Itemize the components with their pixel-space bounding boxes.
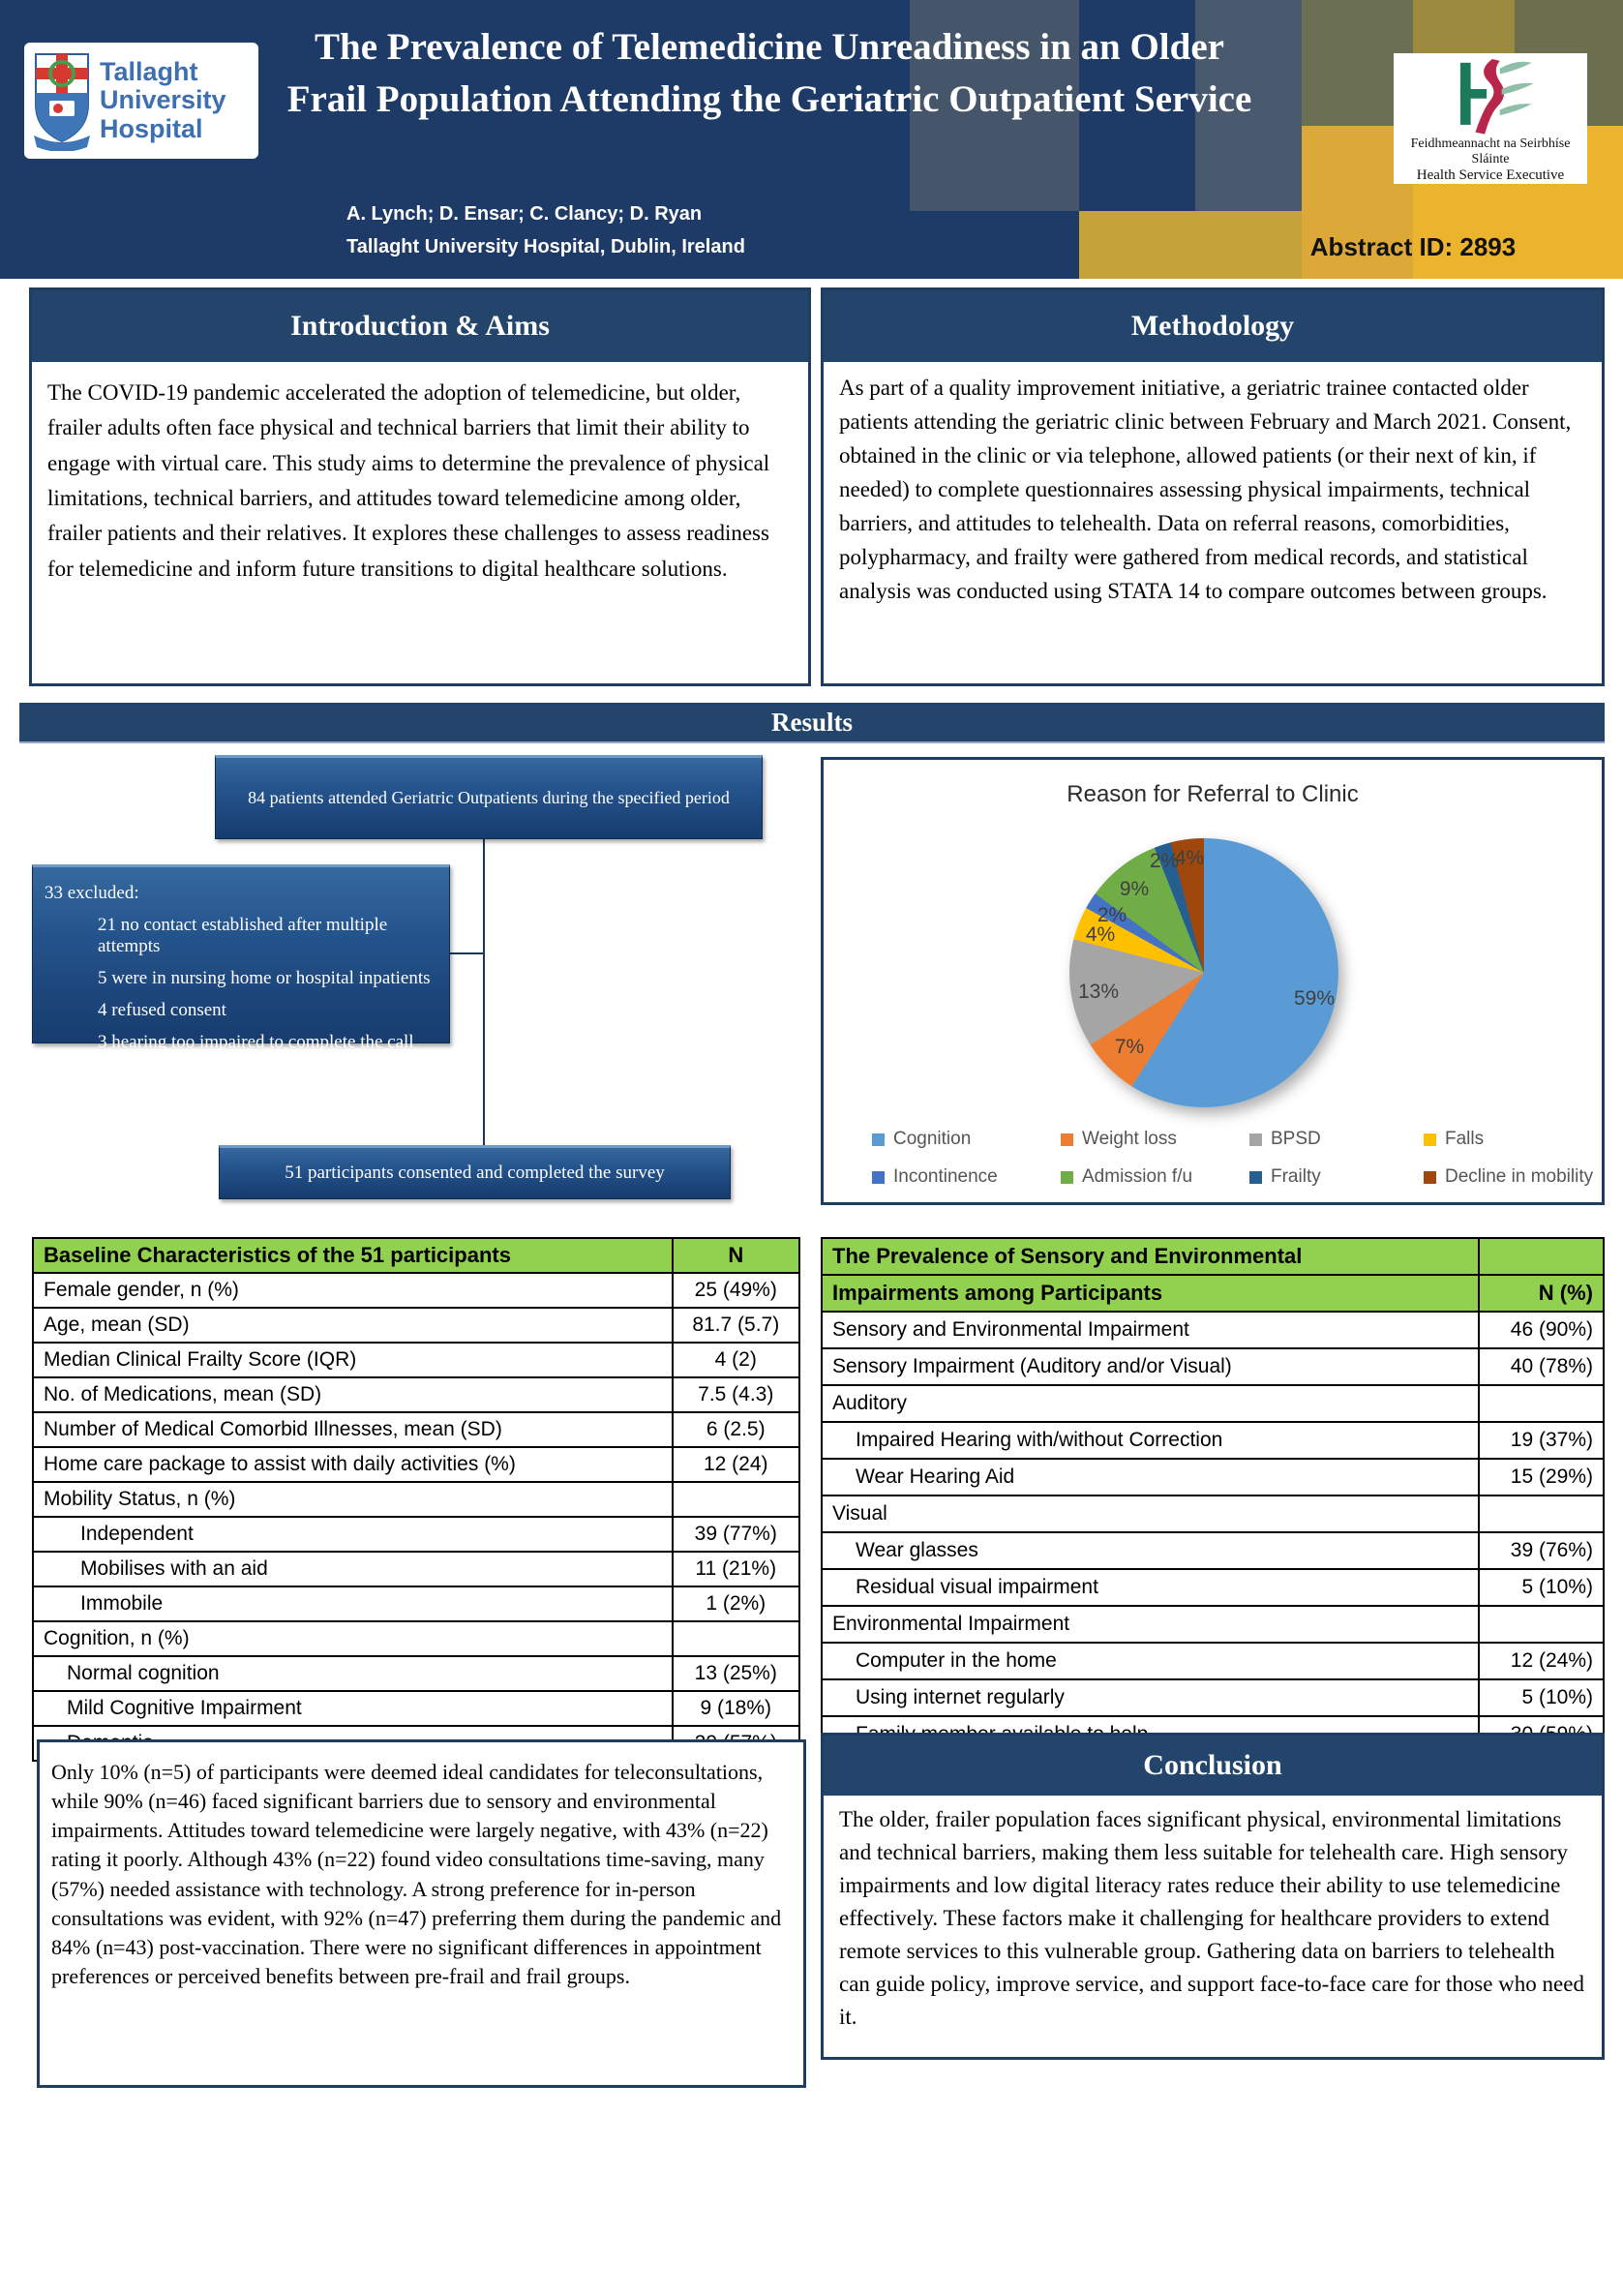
legend-swatch-icon bbox=[1249, 1171, 1262, 1184]
table-row-label: Immobile bbox=[33, 1586, 673, 1621]
table-row-label: Sensory and Environmental Impairment bbox=[822, 1312, 1479, 1348]
referral-chart-panel bbox=[821, 757, 1605, 1205]
pie-label-decline-in-mobility: 4% bbox=[1174, 847, 1205, 869]
table-row-label: Wear glasses bbox=[822, 1532, 1479, 1569]
hse-icon bbox=[1432, 57, 1548, 136]
table-row-value: 9 (18%) bbox=[673, 1691, 799, 1726]
methodology-section bbox=[821, 287, 1605, 686]
table-row-value: 5 (10%) bbox=[1479, 1679, 1604, 1716]
table-row-value: 6 (2.5) bbox=[673, 1412, 799, 1447]
table-header-row bbox=[822, 1238, 1604, 1275]
table-row-label: Impaired Hearing with/without Correction bbox=[822, 1422, 1479, 1459]
flow-excluded-items bbox=[45, 915, 443, 1053]
table-header-label: Impairments among Participants bbox=[822, 1275, 1479, 1312]
legend-label: Incontinence bbox=[893, 1166, 998, 1187]
introduction-title: Introduction & Aims bbox=[32, 290, 808, 362]
table-row-label: Auditory bbox=[822, 1385, 1479, 1422]
table-row bbox=[822, 1385, 1604, 1422]
table-row bbox=[33, 1517, 799, 1552]
legend-swatch-icon bbox=[1249, 1133, 1262, 1146]
table-row-value bbox=[1479, 1495, 1604, 1532]
legend-label: Frailty bbox=[1271, 1166, 1321, 1187]
legend-swatch-icon bbox=[1061, 1171, 1073, 1184]
table-row-value: 1 (2%) bbox=[673, 1586, 799, 1621]
table-row bbox=[822, 1679, 1604, 1716]
hse-logo bbox=[1394, 53, 1587, 184]
table-row-value: 40 (78%) bbox=[1479, 1348, 1604, 1385]
poster-header bbox=[0, 0, 1623, 279]
table-row-label: Visual bbox=[822, 1495, 1479, 1532]
table-row-value bbox=[673, 1621, 799, 1656]
tallaght-logo-line3: Hospital bbox=[100, 113, 203, 143]
table-header-value: N (%) bbox=[1479, 1275, 1604, 1312]
table-row-label: Computer in the home bbox=[822, 1643, 1479, 1679]
table-header-value bbox=[1479, 1238, 1604, 1275]
flow-connector-vertical bbox=[483, 839, 485, 1145]
table-row-label: Home care package to assist with daily activities (%) bbox=[33, 1447, 673, 1482]
table-row bbox=[33, 1412, 799, 1447]
table-row bbox=[33, 1377, 799, 1412]
pie-label-incontinence: 2% bbox=[1097, 904, 1127, 926]
table-row bbox=[33, 1343, 799, 1377]
legend-item-incontinence bbox=[872, 1166, 998, 1188]
conclusion-body: The older, frailer population faces significant physical, environmental limitations and technical barriers, making them less suitable for telehealth care. High sensory impairments and low digital literacy rates reduce their ability to use telemedicine effectively. These factors make it challenging for healthcare providers to extend remote services to this vulnerable group. Gathering data on barriers to telehealth can guide policy, improve service, and support face-to-face care for those who need it. bbox=[839, 1807, 1584, 2030]
table-row-label: Age, mean (SD) bbox=[33, 1308, 673, 1343]
table-row-value: 39 (76%) bbox=[1479, 1532, 1604, 1569]
table-header-label: The Prevalence of Sensory and Environmental bbox=[822, 1238, 1479, 1275]
table-row-value bbox=[673, 1482, 799, 1517]
tallaght-logo-text bbox=[100, 58, 226, 142]
table-row-value: 4 (2) bbox=[673, 1343, 799, 1377]
methodology-title: Methodology bbox=[824, 290, 1602, 362]
legend-item-bpsd bbox=[1249, 1129, 1321, 1150]
legend-item-cognition bbox=[872, 1129, 971, 1150]
table-header-row bbox=[33, 1238, 799, 1273]
flow-excluded-item: 5 were in nursing home or hospital inpatients bbox=[98, 968, 431, 988]
legend-swatch-icon bbox=[1424, 1133, 1436, 1146]
pie-label-frailty: 2% bbox=[1149, 850, 1180, 872]
sensory-table-panel bbox=[821, 1237, 1605, 1754]
flow-box-attended: 84 patients attended Geriatric Outpatients during the specified period bbox=[215, 755, 763, 839]
table-row-label: Number of Medical Comorbid Illnesses, mean (SD) bbox=[33, 1412, 673, 1447]
table-row-label: Cognition, n (%) bbox=[33, 1621, 673, 1656]
table-row-value: 46 (90%) bbox=[1479, 1312, 1604, 1348]
table-row bbox=[33, 1621, 799, 1656]
legend-swatch-icon bbox=[872, 1133, 885, 1146]
table-row bbox=[33, 1482, 799, 1517]
table-row-label: Residual visual impairment bbox=[822, 1569, 1479, 1606]
flow-connector-horizontal bbox=[450, 952, 485, 954]
table-row bbox=[822, 1422, 1604, 1459]
conclusion-section bbox=[821, 1733, 1605, 2060]
table-row-value: 7.5 (4.3) bbox=[673, 1377, 799, 1412]
table-row bbox=[33, 1656, 799, 1691]
flow-box-consented: 51 participants consented and completed the survey bbox=[219, 1145, 731, 1199]
table-row bbox=[33, 1447, 799, 1482]
table-row bbox=[822, 1348, 1604, 1385]
hse-text-english: Health Service Executive bbox=[1416, 166, 1565, 183]
hse-text-irish: Feidhmeannacht na Seirbhíse Sláinte bbox=[1410, 136, 1571, 166]
table-row-value: 13 (25%) bbox=[673, 1656, 799, 1691]
introduction-body: The COVID-19 pandemic accelerated the adoption of telemedicine, but older, frailer adults often face physical and technical barriers that limit their ability to engage with virtual care. This study aims to determine the prevalence of physical limitations, technical barriers, and attitudes toward telemedicine among older, frailer patients and their relatives. It explores these challenges to assess readiness for telemedicine and inform future transitions to digital healthcare solutions. bbox=[47, 380, 770, 581]
legend-item-falls bbox=[1424, 1129, 1484, 1150]
tallaght-crest-icon bbox=[32, 50, 92, 151]
legend-label: Cognition bbox=[893, 1129, 972, 1149]
pie-label-admission-f-u: 9% bbox=[1119, 878, 1150, 900]
table-row-value: 12 (24) bbox=[673, 1447, 799, 1482]
table-row-label: Normal cognition bbox=[33, 1656, 673, 1691]
table-row-value: 19 (37%) bbox=[1479, 1422, 1604, 1459]
legend-item-weight-loss bbox=[1061, 1129, 1177, 1150]
legend-label: BPSD bbox=[1271, 1129, 1321, 1149]
table-row-value bbox=[1479, 1385, 1604, 1422]
tallaght-logo-line1: Tallaght bbox=[100, 57, 198, 87]
table-row bbox=[822, 1569, 1604, 1606]
table-row bbox=[822, 1606, 1604, 1643]
legend-swatch-icon bbox=[1061, 1133, 1073, 1146]
table-row-label: Mobilises with an aid bbox=[33, 1552, 673, 1586]
table-row bbox=[33, 1552, 799, 1586]
results-banner: Results bbox=[19, 703, 1605, 743]
table-row-label: Mild Cognitive Impairment bbox=[33, 1691, 673, 1726]
legend-label: Decline in mobility bbox=[1445, 1166, 1594, 1187]
table-row-label: Sensory Impairment (Auditory and/or Visual) bbox=[822, 1348, 1479, 1385]
legend-item-frailty bbox=[1249, 1166, 1321, 1188]
table-header-row bbox=[822, 1275, 1604, 1312]
legend-swatch-icon bbox=[872, 1171, 885, 1184]
table-row bbox=[822, 1495, 1604, 1532]
table-row bbox=[822, 1459, 1604, 1495]
legend-label: Falls bbox=[1445, 1129, 1485, 1149]
flow-excluded-item: 3 hearing too impaired to complete the call bbox=[98, 1032, 414, 1052]
table-row-label: Wear Hearing Aid bbox=[822, 1459, 1479, 1495]
table-row-label: Environmental Impairment bbox=[822, 1606, 1479, 1643]
table-row-value: 25 (49%) bbox=[673, 1273, 799, 1308]
table-row-value: 81.7 (5.7) bbox=[673, 1308, 799, 1343]
chart-title: Reason for Referral to Clinic bbox=[1067, 781, 1359, 807]
table-header-value: N bbox=[673, 1238, 799, 1273]
legend-label: Admission f/u bbox=[1082, 1166, 1193, 1187]
table-row-value: 12 (24%) bbox=[1479, 1643, 1604, 1679]
baseline-table-panel bbox=[32, 1237, 800, 1762]
legend-label: Weight loss bbox=[1082, 1129, 1177, 1149]
pie-label-weight-loss: 7% bbox=[1114, 1036, 1145, 1058]
referral-pie-chart bbox=[1069, 838, 1338, 1107]
legend-item-admission-f-u bbox=[1061, 1166, 1192, 1188]
table-row bbox=[33, 1308, 799, 1343]
table-row-label: Independent bbox=[33, 1517, 673, 1552]
table-row bbox=[822, 1643, 1604, 1679]
table-row-label: Mobility Status, n (%) bbox=[33, 1482, 673, 1517]
introduction-section bbox=[29, 287, 811, 686]
table-row-label: Female gender, n (%) bbox=[33, 1273, 673, 1308]
table-row bbox=[33, 1691, 799, 1726]
pie-label-falls: 4% bbox=[1085, 923, 1116, 946]
table-row-label: No. of Medications, mean (SD) bbox=[33, 1377, 673, 1412]
affiliation-line: Tallaght University Hospital, Dublin, Ireland bbox=[346, 236, 745, 257]
poster-title: The Prevalence of Telemedicine Unreadiness in an Older Frail Population Attending the Geriatric Outpatient Service bbox=[286, 26, 1252, 120]
conclusion-title: Conclusion bbox=[824, 1736, 1602, 1796]
flow-excluded-item: 21 no contact established after multiple attempts bbox=[98, 915, 388, 956]
pie-label-cognition: 59% bbox=[1293, 987, 1336, 1010]
table-row-value: 15 (29%) bbox=[1479, 1459, 1604, 1495]
methodology-body: As part of a quality improvement initiative, a geriatric trainee contacted older patients attending the geriatric clinic between February and March 2021. Consent, obtained in the clinic or via telephone, allowed patients (or their next of kin, if needed) to complete questionnaires assessing physical impairments, technical barriers, and attitudes to telehealth. Data on referral reasons, comorbidities, polypharmacy, and frailty were gathered from medical records, and statistical analysis was conducted using STATA 14 to compare outcomes between groups. bbox=[839, 376, 1572, 603]
table-row-value: 39 (77%) bbox=[673, 1517, 799, 1552]
flow-box-excluded bbox=[32, 864, 450, 1052]
authors-line: A. Lynch; D. Ensar; C. Clancy; D. Ryan bbox=[346, 203, 703, 225]
legend-item-decline-in-mobility bbox=[1424, 1166, 1593, 1188]
table-row bbox=[33, 1586, 799, 1621]
results-detail-body: Only 10% (n=5) of participants were deemed ideal candidates for teleconsultations, while 90% (n=46) faced significant barriers due to sensory and environmental impairments. Attitudes toward telemedicine were largely negative, with 43% (n=22) rating it poorly. Although 43% (n=22) found video consultations time-saving, many (57%) needed assistance with technology. A strong preference for in-person consultations was evident, with 92% (n=47) preferring them during the pandemic and 84% (n=43) post-vaccination. There were no significant differences in appointment preferences or perceived benefits between pre-frail and frail groups. bbox=[51, 1760, 782, 1988]
flow-excluded-title: 33 excluded: bbox=[45, 883, 139, 903]
table-row bbox=[822, 1532, 1604, 1569]
sensory-impairments-table bbox=[821, 1237, 1605, 1754]
flow-excluded-item: 4 refused consent bbox=[98, 1000, 226, 1020]
table-row-value: 5 (10%) bbox=[1479, 1569, 1604, 1606]
table-row-label: Median Clinical Frailty Score (IQR) bbox=[33, 1343, 673, 1377]
table-row-label: Using internet regularly bbox=[822, 1679, 1479, 1716]
legend-swatch-icon bbox=[1424, 1171, 1436, 1184]
table-row-value: 11 (21%) bbox=[673, 1552, 799, 1586]
table-row bbox=[822, 1312, 1604, 1348]
pie-label-bpsd: 13% bbox=[1077, 981, 1120, 1003]
table-header-label: Baseline Characteristics of the 51 participants bbox=[33, 1238, 673, 1273]
table-row-value bbox=[1479, 1606, 1604, 1643]
tallaght-logo-line2: University bbox=[100, 85, 226, 115]
abstract-id-badge: Abstract ID: 2893 bbox=[1309, 232, 1517, 261]
table-row bbox=[33, 1273, 799, 1308]
baseline-characteristics-table bbox=[32, 1237, 800, 1762]
results-detail-section bbox=[37, 1739, 806, 2088]
tallaght-hospital-logo bbox=[24, 43, 258, 159]
